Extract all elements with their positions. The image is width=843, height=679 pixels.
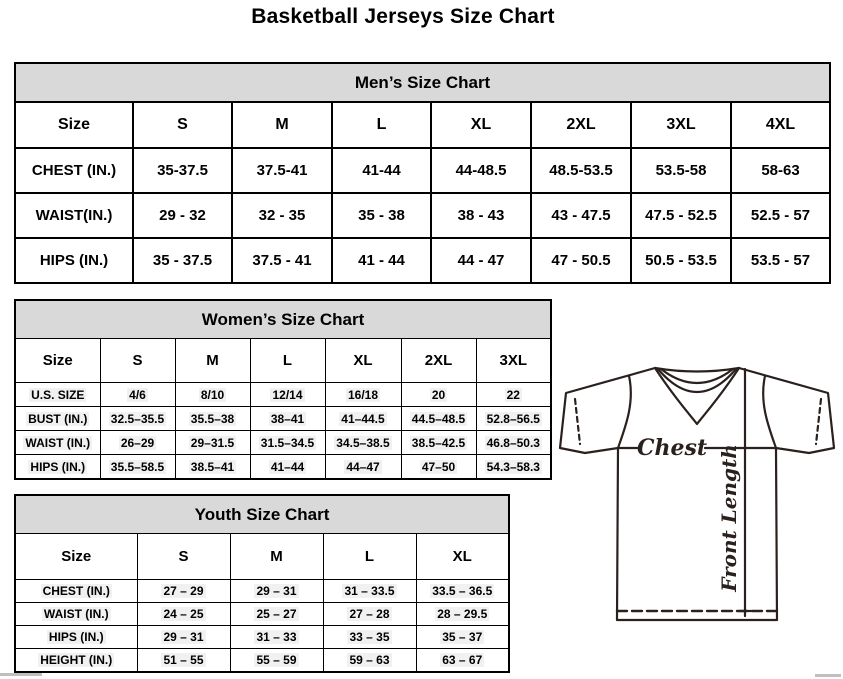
column-header: S bbox=[137, 534, 230, 580]
page-title: Basketball Jerseys Size Chart bbox=[251, 5, 555, 28]
jersey-outline bbox=[560, 368, 834, 620]
cell: 31.5–34.5 bbox=[250, 431, 325, 455]
row-label: BUST (IN.) bbox=[15, 407, 100, 431]
cell: 47.5 - 52.5 bbox=[631, 193, 731, 238]
cell: 51 – 55 bbox=[137, 649, 230, 673]
cell: 53.5-58 bbox=[631, 148, 731, 193]
cell: 4/6 bbox=[100, 383, 175, 407]
scrollbar-fragment-right[interactable] bbox=[815, 674, 841, 677]
column-header: L bbox=[323, 534, 416, 580]
front-length-label: Front Length bbox=[717, 444, 741, 592]
table-row bbox=[15, 455, 551, 480]
table-row bbox=[15, 580, 509, 603]
row-label: HIPS (IN.) bbox=[15, 626, 137, 649]
cell: 54.3–58.3 bbox=[476, 455, 551, 480]
cell: 35 – 37 bbox=[416, 626, 509, 649]
table-row bbox=[15, 431, 551, 455]
jersey-diagram bbox=[556, 358, 840, 628]
cell: 34.5–38.5 bbox=[325, 431, 401, 455]
row-label: CHEST (IN.) bbox=[15, 148, 133, 193]
row-label: HIPS (IN.) bbox=[15, 455, 100, 480]
column-header: M bbox=[175, 339, 250, 383]
cell: 41–44 bbox=[250, 455, 325, 480]
cell: 47–50 bbox=[401, 455, 476, 480]
cell: 63 – 67 bbox=[416, 649, 509, 673]
cell: 35 - 38 bbox=[332, 193, 431, 238]
cell: 44–47 bbox=[325, 455, 401, 480]
cell: 38.5–42.5 bbox=[401, 431, 476, 455]
womens-size-chart bbox=[14, 299, 552, 480]
cell: 52.8–56.5 bbox=[476, 407, 551, 431]
row-label: HEIGHT (IN.) bbox=[15, 649, 137, 673]
row-label: CHEST (IN.) bbox=[15, 580, 137, 603]
cell: 46.8–50.3 bbox=[476, 431, 551, 455]
column-header: Size bbox=[15, 534, 137, 580]
row-label: HIPS (IN.) bbox=[15, 238, 133, 283]
cell: 38–41 bbox=[250, 407, 325, 431]
cell: 12/14 bbox=[250, 383, 325, 407]
row-label: WAIST (IN.) bbox=[15, 603, 137, 626]
cell: 38 - 43 bbox=[431, 193, 531, 238]
column-header: L bbox=[332, 102, 431, 148]
mens-chart-title: Men’s Size Chart bbox=[15, 63, 830, 102]
collar-back-line bbox=[655, 368, 739, 372]
column-header: 3XL bbox=[476, 339, 551, 383]
column-header: XL bbox=[325, 339, 401, 383]
cell: 47 - 50.5 bbox=[531, 238, 631, 283]
cell: 32 - 35 bbox=[232, 193, 332, 238]
cell: 25 – 27 bbox=[230, 603, 323, 626]
cell: 35-37.5 bbox=[133, 148, 232, 193]
cell: 32.5–35.5 bbox=[100, 407, 175, 431]
cell: 37.5-41 bbox=[232, 148, 332, 193]
cell: 58-63 bbox=[731, 148, 830, 193]
column-header: XL bbox=[431, 102, 531, 148]
cell: 33 – 35 bbox=[323, 626, 416, 649]
column-header: 2XL bbox=[401, 339, 476, 383]
column-header: 2XL bbox=[531, 102, 631, 148]
column-header: XL bbox=[416, 534, 509, 580]
row-label: WAIST(IN.) bbox=[15, 193, 133, 238]
cell: 31 – 33 bbox=[230, 626, 323, 649]
table-row bbox=[15, 383, 551, 407]
row-label: U.S. SIZE bbox=[15, 383, 100, 407]
chest-label: Chest bbox=[636, 435, 708, 461]
column-header: 4XL bbox=[731, 102, 830, 148]
scrollbar-fragment-left[interactable] bbox=[0, 673, 42, 676]
cell: 33.5 – 36.5 bbox=[416, 580, 509, 603]
cell: 44-48.5 bbox=[431, 148, 531, 193]
cell: 27 – 29 bbox=[137, 580, 230, 603]
cuff-dashed-line-left bbox=[575, 399, 580, 444]
cuff-dashed-line-right bbox=[816, 399, 821, 444]
cell: 24 – 25 bbox=[137, 603, 230, 626]
cell: 28 – 29.5 bbox=[416, 603, 509, 626]
mens-size-chart bbox=[14, 62, 831, 284]
cell: 38.5–41 bbox=[175, 455, 250, 480]
cell: 16/18 bbox=[325, 383, 401, 407]
vneck-outline bbox=[655, 368, 739, 424]
cell: 52.5 - 57 bbox=[731, 193, 830, 238]
cell: 41–44.5 bbox=[325, 407, 401, 431]
cell: 29 – 31 bbox=[137, 626, 230, 649]
cell: 26–29 bbox=[100, 431, 175, 455]
cell: 53.5 - 57 bbox=[731, 238, 830, 283]
row-label: WAIST (IN.) bbox=[15, 431, 100, 455]
cell: 29–31.5 bbox=[175, 431, 250, 455]
cell: 20 bbox=[401, 383, 476, 407]
column-header: Size bbox=[15, 102, 133, 148]
cell: 44 - 47 bbox=[431, 238, 531, 283]
cell: 35.5–58.5 bbox=[100, 455, 175, 480]
table-row bbox=[15, 148, 830, 193]
cell: 50.5 - 53.5 bbox=[631, 238, 731, 283]
cell: 22 bbox=[476, 383, 551, 407]
table-row bbox=[15, 649, 509, 673]
cell: 41-44 bbox=[332, 148, 431, 193]
armhole-seam-left bbox=[618, 376, 631, 448]
cell: 48.5-53.5 bbox=[531, 148, 631, 193]
table-row bbox=[15, 626, 509, 649]
table-row bbox=[15, 238, 830, 283]
armhole-seam-right bbox=[763, 376, 776, 448]
cell: 27 – 28 bbox=[323, 603, 416, 626]
youth-chart-title: Youth Size Chart bbox=[15, 495, 509, 534]
column-header: L bbox=[250, 339, 325, 383]
column-header: S bbox=[100, 339, 175, 383]
womens-chart-title: Women’s Size Chart bbox=[15, 300, 551, 339]
cell: 59 – 63 bbox=[323, 649, 416, 673]
table-row bbox=[15, 193, 830, 238]
cell: 29 - 32 bbox=[133, 193, 232, 238]
cell: 31 – 33.5 bbox=[323, 580, 416, 603]
column-header: Size bbox=[15, 339, 100, 383]
cell: 29 – 31 bbox=[230, 580, 323, 603]
cell: 55 – 59 bbox=[230, 649, 323, 673]
cell: 37.5 - 41 bbox=[232, 238, 332, 283]
cell: 35 - 37.5 bbox=[133, 238, 232, 283]
column-header: M bbox=[230, 534, 323, 580]
table-row bbox=[15, 603, 509, 626]
table-row bbox=[15, 407, 551, 431]
cell: 44.5–48.5 bbox=[401, 407, 476, 431]
cell: 35.5–38 bbox=[175, 407, 250, 431]
cell: 8/10 bbox=[175, 383, 250, 407]
cell: 43 - 47.5 bbox=[531, 193, 631, 238]
youth-size-chart bbox=[14, 494, 510, 673]
column-header: S bbox=[133, 102, 232, 148]
column-header: M bbox=[232, 102, 332, 148]
column-header: 3XL bbox=[631, 102, 731, 148]
cell: 41 - 44 bbox=[332, 238, 431, 283]
